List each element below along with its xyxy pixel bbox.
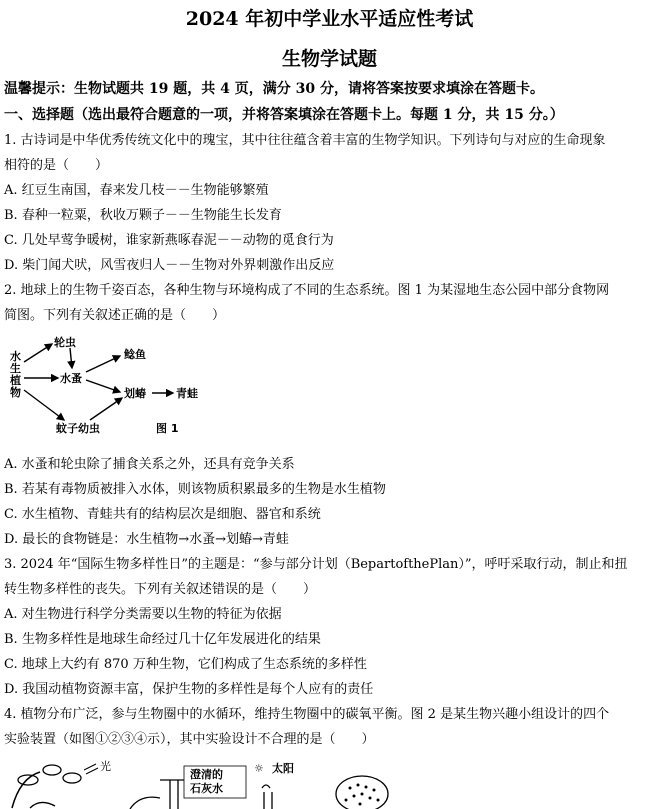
leaf-icon: [43, 765, 61, 775]
larva-label: 蚊子幼虫: [56, 422, 100, 435]
arrow-silkworm-shrimp: [86, 380, 120, 392]
silkworm-label: 水蚤: [60, 372, 82, 385]
frog-label: 青蛙: [176, 387, 198, 400]
q3-stem-line1: 3. 2024 年“国际生物多样性日”的主题是：“参与部分计划（BepartofthePlan）”，呼吁采取行动，制止和扭: [4, 557, 628, 572]
catfish-label: 鲶鱼: [124, 348, 146, 361]
q3-option-c: C. 地球上大约有 870 万种生物，它们构成了生态系统的多样性: [4, 657, 367, 672]
q2-option-c: C. 水生植物、青蛙共有的结构层次是细胞、器官和系统: [4, 507, 321, 522]
figure1-caption: 图 1: [156, 422, 179, 435]
leaf-icon: [63, 773, 81, 783]
sun-label: 太阳: [272, 762, 294, 775]
notice-text: 温馨提示：生物试题共 19 题，共 4 页，满分 30 分，请将答案按要求填涂在答题卡。: [4, 81, 544, 97]
light-ray-icon: [84, 764, 96, 770]
q3-option-b: B. 生物多样性是地球生命经过几十亿年发展进化的结果: [4, 632, 321, 647]
q2-option-b: B. 若某有毒物质被排入水体，则该物质积累最多的生物是水生植物: [4, 482, 386, 497]
q1-option-a: A. 红豆生南国，春来发几枝－－生物能够繁殖: [4, 183, 269, 198]
q1-stem-line1: 1. 古诗词是中华优秀传统文化中的瑰宝，其中往往蕴含着丰富的生物学知识。下列诗句与对应的生命现象: [4, 133, 606, 148]
producer-label-1: 水: [10, 350, 21, 363]
tube-icon: [170, 780, 178, 809]
sun-icon: ☼: [254, 762, 264, 775]
svg-text:物: 物: [10, 386, 21, 399]
q1-option-d: D. 柴门闻犬吠，风雪夜归人－－生物对外界刺激作出反应: [4, 258, 335, 273]
experiment-figure: [0, 758, 440, 809]
light-label: 光: [100, 760, 111, 773]
q2-stem-line2: 简图。下列有关叙述正确的是（ ）: [4, 308, 226, 323]
q3-stem-line2: 转生物多样性的丧失。下列有关叙述错误的是（ ）: [4, 582, 317, 597]
arrow-larva-shrimp: [90, 398, 122, 420]
leaf-icon: [18, 775, 38, 785]
light-ray-icon: [86, 768, 98, 774]
arrow-silkworm-catfish: [86, 356, 120, 372]
q1-option-b: B. 春种一粒粟，秋收万颗子－－生物能生长发育: [4, 208, 282, 223]
section-heading: 一、选择题（选出最符合题意的一项，并将答案填涂在答题卡上。每题 1 分，共 15 分。）: [4, 107, 564, 123]
q3-option-d: D. 我国动植物资源丰富，保护生物的多样性是每个人应有的责任: [4, 682, 374, 697]
q4-stem-line2: 实验装置（如图①②③④示），其中实验设计不合理的是（ ）: [4, 732, 375, 747]
lime-water-label-2: 石灰水: [190, 782, 223, 795]
arrow-plant-rotifer: [24, 344, 52, 362]
svg-text:植: 植: [10, 374, 21, 387]
shrimp-label: 划蝽: [124, 387, 146, 400]
exam-title: 2024 年初中学业水平适应性考试: [185, 8, 474, 30]
food-web-figure: [6, 334, 216, 438]
q2-option-d: D. 最长的食物链是：水生植物→水蚤→划蝽→青蛙: [4, 532, 289, 547]
q1-option-c: C. 几处早莺争暖树，谁家新燕啄春泥－－动物的觅食行为: [4, 233, 334, 248]
q3-option-a: A. 对生物进行科学分类需要以生物的特征为依据: [4, 607, 282, 622]
arrow-rotifer-silkworm: [70, 348, 72, 368]
q2-stem-line1: 2. 地球上的生物千姿百态，各种生物与环境构成了不同的生态系统。图 1 为某湿地生态公园中部分食物网: [4, 283, 610, 298]
q1-stem-line2: 相符的是（ ）: [4, 158, 109, 173]
svg-text:生: 生: [10, 362, 21, 375]
lime-water-label-1: 澄清的: [190, 768, 223, 781]
arrow-plant-larva: [24, 390, 64, 420]
exam-subtitle: 生物学试题: [281, 48, 377, 70]
q4-stem-line1: 4. 植物分布广泛，参与生物圈中的水循环，维持生物圈中的碳氧平衡。图 2 是某生物兴趣小组设计的四个: [4, 707, 610, 722]
q2-option-a: A. 水蚤和轮虫除了捕食关系之外，还具有竞争关系: [4, 457, 295, 472]
rotifer-label: 轮虫: [54, 336, 76, 349]
